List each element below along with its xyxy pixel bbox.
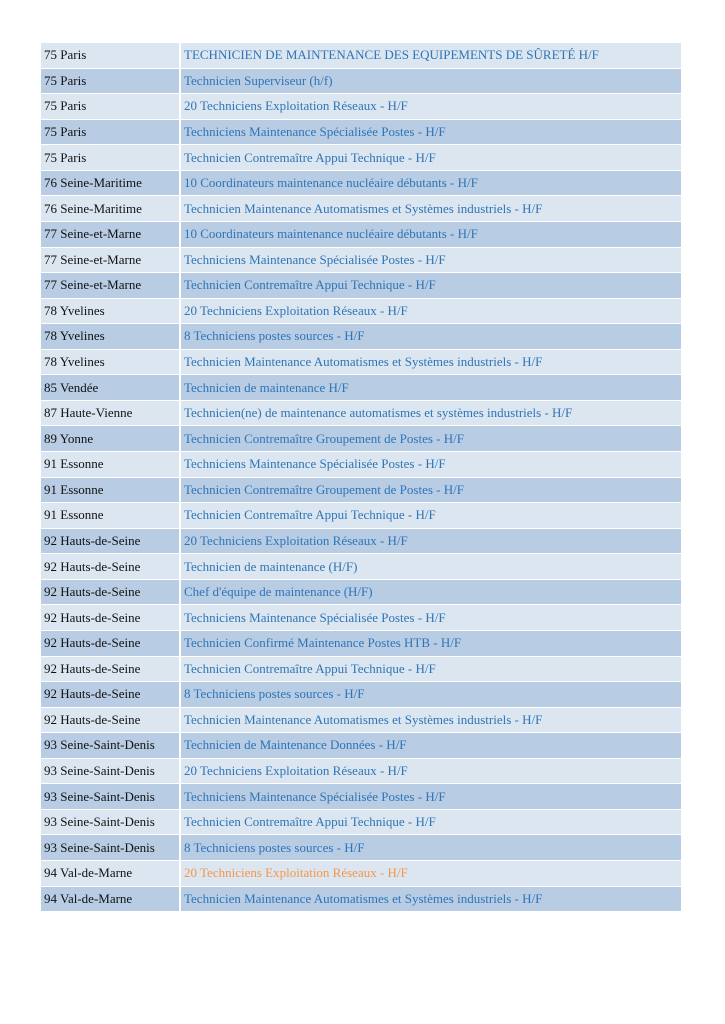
table-row [41,554,681,579]
job-title-link[interactable]: Technicien Confirmé Maintenance Postes HTB - H/F [181,631,681,656]
job-title-link[interactable]: Technicien Maintenance Automatismes et Systèmes industriels - H/F [181,350,681,375]
department-cell: 92 Hauts-de-Seine [41,580,179,605]
department-cell: 93 Seine-Saint-Denis [41,784,179,809]
job-title-link[interactable]: Technicien Superviseur (h/f) [181,69,681,94]
job-title-link[interactable]: 20 Techniciens Exploitation Réseaux - H/F [181,529,681,554]
table-row [41,248,681,273]
department-cell: 92 Hauts-de-Seine [41,605,179,630]
department-cell: 87 Haute-Vienne [41,401,179,426]
department-cell: 94 Val-de-Marne [41,887,179,912]
table-row [41,299,681,324]
table-row [41,196,681,221]
table-row [41,478,681,503]
table-row [41,605,681,630]
table-row [41,426,681,451]
job-title-link[interactable]: Techniciens Maintenance Spécialisée Postes - H/F [181,248,681,273]
table-row [41,324,681,349]
table-row [41,273,681,298]
table-row [41,401,681,426]
table-row [41,94,681,119]
job-title-link[interactable]: Technicien Contremaître Appui Technique - H/F [181,657,681,682]
job-title-link[interactable]: Technicien Contremaître Appui Technique - H/F [181,273,681,298]
job-title-link[interactable]: Technicien Maintenance Automatismes et Systèmes industriels - H/F [181,887,681,912]
department-cell: 92 Hauts-de-Seine [41,657,179,682]
department-cell: 91 Essonne [41,478,179,503]
table-row [41,43,681,68]
department-cell: 77 Seine-et-Marne [41,248,179,273]
job-title-link[interactable]: Technicien Contremaître Appui Technique - H/F [181,145,681,170]
job-title-link[interactable]: Techniciens Maintenance Spécialisée Postes - H/F [181,784,681,809]
table-row [41,784,681,809]
job-title-link[interactable]: 8 Techniciens postes sources - H/F [181,682,681,707]
table-row [41,861,681,886]
table-row [41,580,681,605]
department-cell: 93 Seine-Saint-Denis [41,810,179,835]
job-title-link[interactable]: 10 Coordinateurs maintenance nucléaire débutants - H/F [181,222,681,247]
table-row [41,657,681,682]
job-title-link[interactable]: TECHNICIEN DE MAINTENANCE DES EQUIPEMENTS DE SÛRETÉ H/F [181,43,681,68]
job-title-link[interactable]: 10 Coordinateurs maintenance nucléaire débutants - H/F [181,171,681,196]
job-title-link[interactable]: Techniciens Maintenance Spécialisée Postes - H/F [181,120,681,145]
job-title-link[interactable]: Technicien Maintenance Automatismes et Systèmes industriels - H/F [181,196,681,221]
job-title-link[interactable]: 20 Techniciens Exploitation Réseaux - H/F [181,94,681,119]
table-row [41,350,681,375]
table-row [41,810,681,835]
table-row [41,631,681,656]
department-cell: 92 Hauts-de-Seine [41,631,179,656]
table-row [41,759,681,784]
table-row [41,171,681,196]
table-row [41,222,681,247]
department-cell: 94 Val-de-Marne [41,861,179,886]
department-cell: 92 Hauts-de-Seine [41,708,179,733]
job-title-link[interactable]: Technicien Maintenance Automatismes et Systèmes industriels - H/F [181,708,681,733]
table-row [41,835,681,860]
department-cell: 78 Yvelines [41,324,179,349]
department-cell: 75 Paris [41,94,179,119]
job-title-link[interactable]: Technicien Contremaître Appui Technique - H/F [181,503,681,528]
department-cell: 75 Paris [41,43,179,68]
job-title-link[interactable]: Technicien Contremaître Appui Technique - H/F [181,810,681,835]
table-row [41,708,681,733]
department-cell: 75 Paris [41,145,179,170]
table-row [41,69,681,94]
department-cell: 75 Paris [41,120,179,145]
job-title-link[interactable]: Techniciens Maintenance Spécialisée Postes - H/F [181,605,681,630]
department-cell: 93 Seine-Saint-Denis [41,759,179,784]
department-cell: 77 Seine-et-Marne [41,273,179,298]
department-cell: 78 Yvelines [41,350,179,375]
job-title-link[interactable]: Chef d'équipe de maintenance (H/F) [181,580,681,605]
department-cell: 85 Vendée [41,375,179,400]
job-title-link[interactable]: 8 Techniciens postes sources - H/F [181,324,681,349]
department-cell: 92 Hauts-de-Seine [41,554,179,579]
department-cell: 89 Yonne [41,426,179,451]
department-cell: 76 Seine-Maritime [41,196,179,221]
department-cell: 93 Seine-Saint-Denis [41,733,179,758]
department-cell: 92 Hauts-de-Seine [41,682,179,707]
department-cell: 76 Seine-Maritime [41,171,179,196]
job-title-link[interactable]: 20 Techniciens Exploitation Réseaux - H/F [181,299,681,324]
job-title-link[interactable]: 20 Techniciens Exploitation Réseaux - H/F [181,759,681,784]
department-cell: 92 Hauts-de-Seine [41,529,179,554]
job-listing-table [41,43,681,912]
department-cell: 78 Yvelines [41,299,179,324]
job-title-link[interactable]: Techniciens Maintenance Spécialisée Postes - H/F [181,452,681,477]
table-row [41,503,681,528]
job-title-link[interactable]: Technicien Contremaître Groupement de Postes - H/F [181,478,681,503]
job-title-link[interactable]: Technicien de maintenance H/F [181,375,681,400]
job-title-link[interactable]: 20 Techniciens Exploitation Réseaux - H/F [181,861,681,886]
department-cell: 75 Paris [41,69,179,94]
department-cell: 77 Seine-et-Marne [41,222,179,247]
table-row [41,120,681,145]
job-title-link[interactable]: Technicien de maintenance (H/F) [181,554,681,579]
job-title-link[interactable]: 8 Techniciens postes sources - H/F [181,835,681,860]
job-title-link[interactable]: Technicien Contremaître Groupement de Postes - H/F [181,426,681,451]
department-cell: 91 Essonne [41,452,179,477]
department-cell: 93 Seine-Saint-Denis [41,835,179,860]
table-row [41,375,681,400]
table-row [41,887,681,912]
table-row [41,529,681,554]
job-title-link[interactable]: Technicien(ne) de maintenance automatismes et systèmes industriels - H/F [181,401,681,426]
table-row [41,452,681,477]
department-cell: 91 Essonne [41,503,179,528]
table-row [41,145,681,170]
table-row [41,733,681,758]
table-row [41,682,681,707]
job-title-link[interactable]: Technicien de Maintenance Données - H/F [181,733,681,758]
